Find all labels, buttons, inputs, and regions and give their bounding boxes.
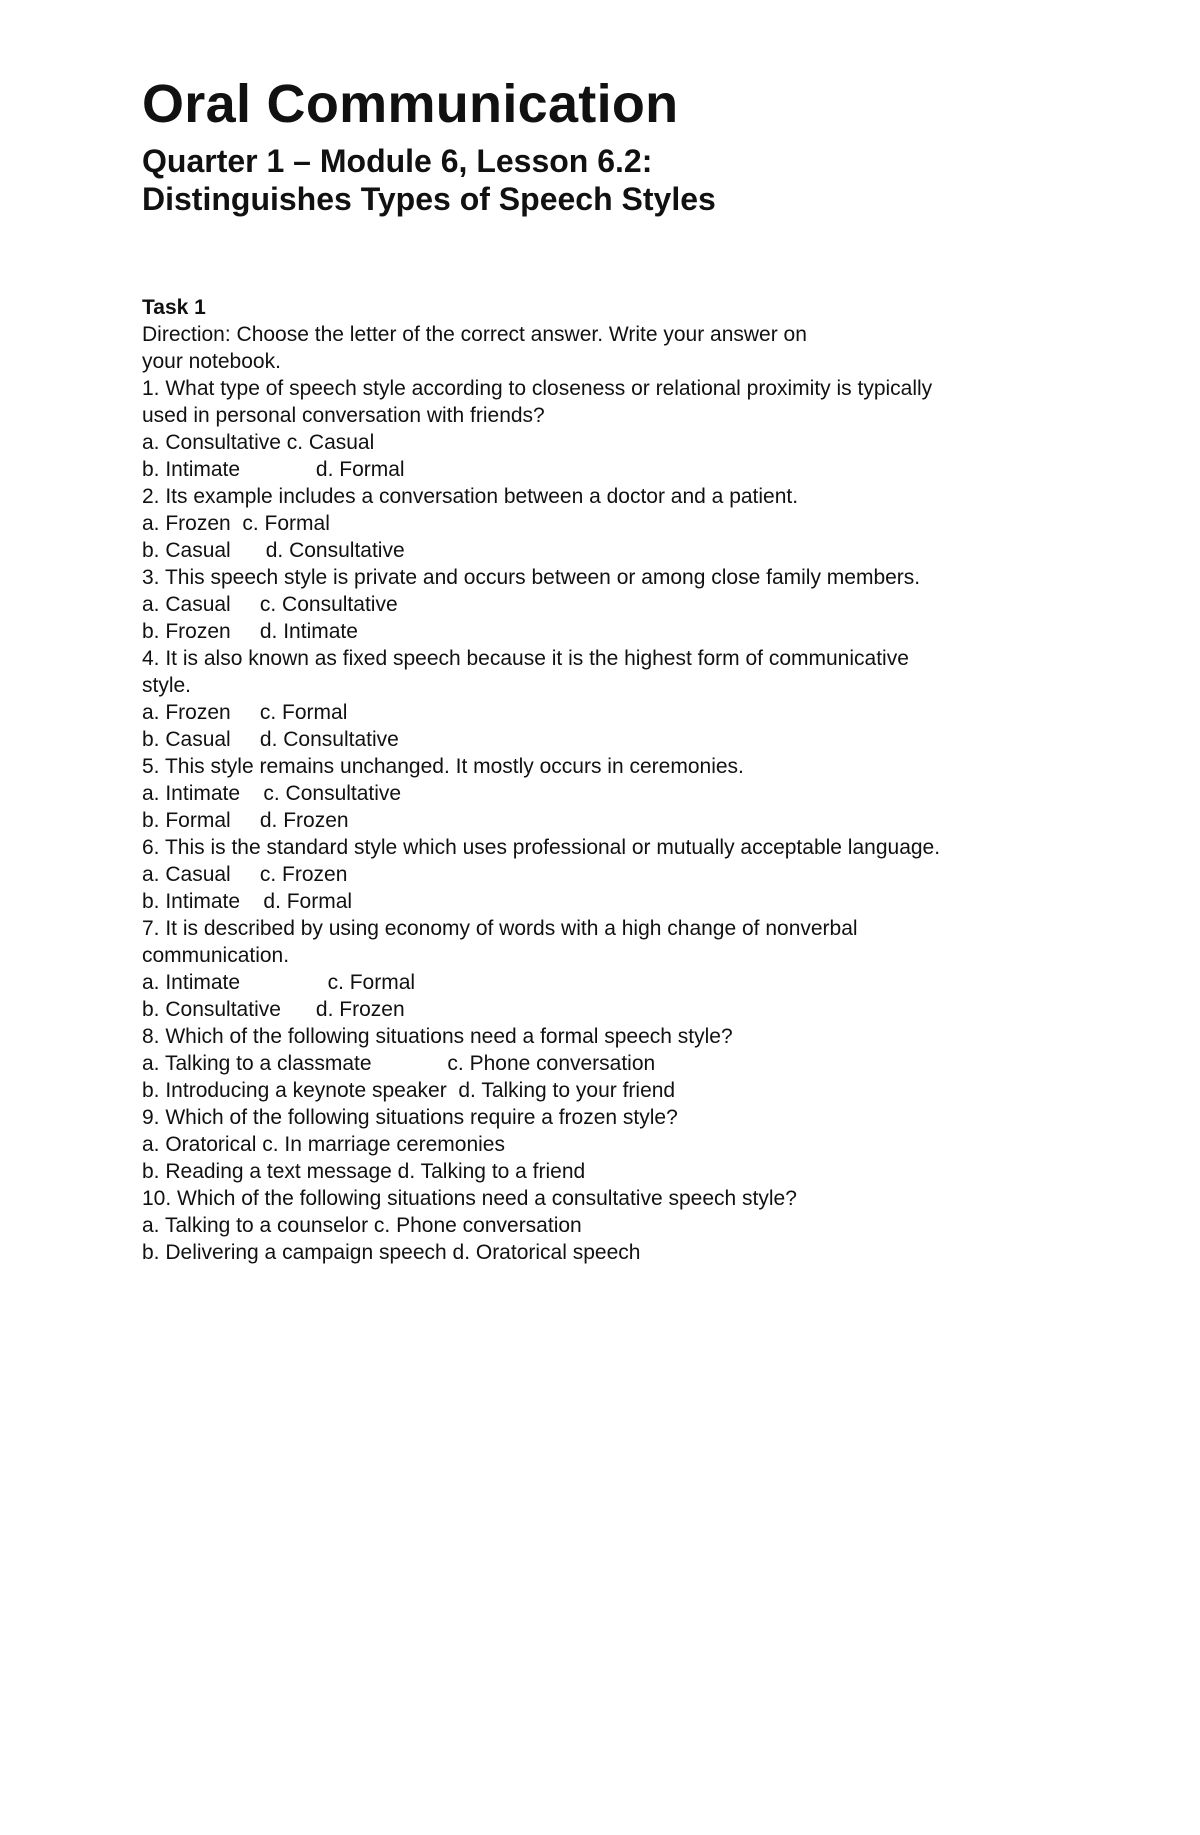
question-item <box>142 915 1072 1023</box>
direction-line: Direction: Choose the letter of the correct answer. Write your answer on <box>142 323 807 346</box>
question-item <box>142 834 1072 915</box>
answer-options: a. Frozen c. Formal <box>142 701 348 724</box>
task-heading: Task 1 <box>142 296 206 319</box>
answer-options: a. Casual c. Consultative <box>142 593 398 616</box>
answer-options: a. Frozen c. Formal <box>142 512 330 535</box>
question-item <box>142 564 1072 645</box>
answer-options: b. Delivering a campaign speech d. Oratorical speech <box>142 1241 641 1264</box>
answer-options: a. Intimate c. Consultative <box>142 782 402 805</box>
question-text: 2. Its example includes a conversation between a doctor and a patient. <box>142 485 799 508</box>
answer-options: a. Oratorical c. In marriage ceremonies <box>142 1133 505 1156</box>
question-text: 3. This speech style is private and occurs between or among close family members. <box>142 566 921 589</box>
question-text: 1. What type of speech style according to closeness or relational proximity is typically <box>142 377 933 400</box>
answer-options: a. Intimate c. Formal <box>142 971 416 994</box>
document-subtitle <box>142 142 1072 218</box>
question-text: 6. This is the standard style which uses professional or mutually acceptable language. <box>142 836 941 859</box>
question-text: 9. Which of the following situations require a frozen style? <box>142 1106 678 1129</box>
question-text: 8. Which of the following situations need a formal speech style? <box>142 1025 733 1048</box>
subtitle-line-1: Quarter 1 – Module 6, Lesson 6.2: <box>142 143 653 179</box>
answer-options: a. Talking to a classmate c. Phone conversation <box>142 1052 656 1075</box>
direction-line: your notebook. <box>142 350 281 373</box>
question-item <box>142 1023 1072 1104</box>
question-text: communication. <box>142 944 290 967</box>
answer-options: b. Introducing a keynote speaker d. Talking to your friend <box>142 1079 676 1102</box>
answer-options: b. Formal d. Frozen <box>142 809 349 832</box>
answer-options: b. Casual d. Consultative <box>142 539 405 562</box>
question-item <box>142 1104 1072 1185</box>
question-item <box>142 483 1072 564</box>
subtitle-line-2: Distinguishes Types of Speech Styles <box>142 181 716 217</box>
answer-options: a. Talking to a counselor c. Phone conversation <box>142 1214 582 1237</box>
question-text: used in personal conversation with friends? <box>142 404 545 427</box>
question-item <box>142 1185 1072 1266</box>
answer-options: b. Casual d. Consultative <box>142 728 399 751</box>
question-item <box>142 645 1072 753</box>
question-item <box>142 375 1072 483</box>
question-item <box>142 753 1072 834</box>
answer-options: b. Frozen d. Intimate <box>142 620 358 643</box>
question-text: style. <box>142 674 192 697</box>
question-text: 10. Which of the following situations need a consultative speech style? <box>142 1187 797 1210</box>
answer-options: a. Consultative c. Casual <box>142 431 375 454</box>
answer-options: b. Consultative d. Frozen <box>142 998 405 1021</box>
question-text: 4. It is also known as fixed speech because it is the highest form of communicative <box>142 647 909 670</box>
question-text: 7. It is described by using economy of words with a high change of nonverbal <box>142 917 858 940</box>
answer-options: b. Intimate d. Formal <box>142 890 353 913</box>
answer-options: b. Reading a text message d. Talking to a friend <box>142 1160 586 1183</box>
document-page <box>142 72 1072 1266</box>
question-text: 5. This style remains unchanged. It mostly occurs in ceremonies. <box>142 755 744 778</box>
answer-options: a. Casual c. Frozen <box>142 863 348 886</box>
answer-options: b. Intimate d. Formal <box>142 458 405 481</box>
document-title: Oral Communication <box>142 74 679 134</box>
